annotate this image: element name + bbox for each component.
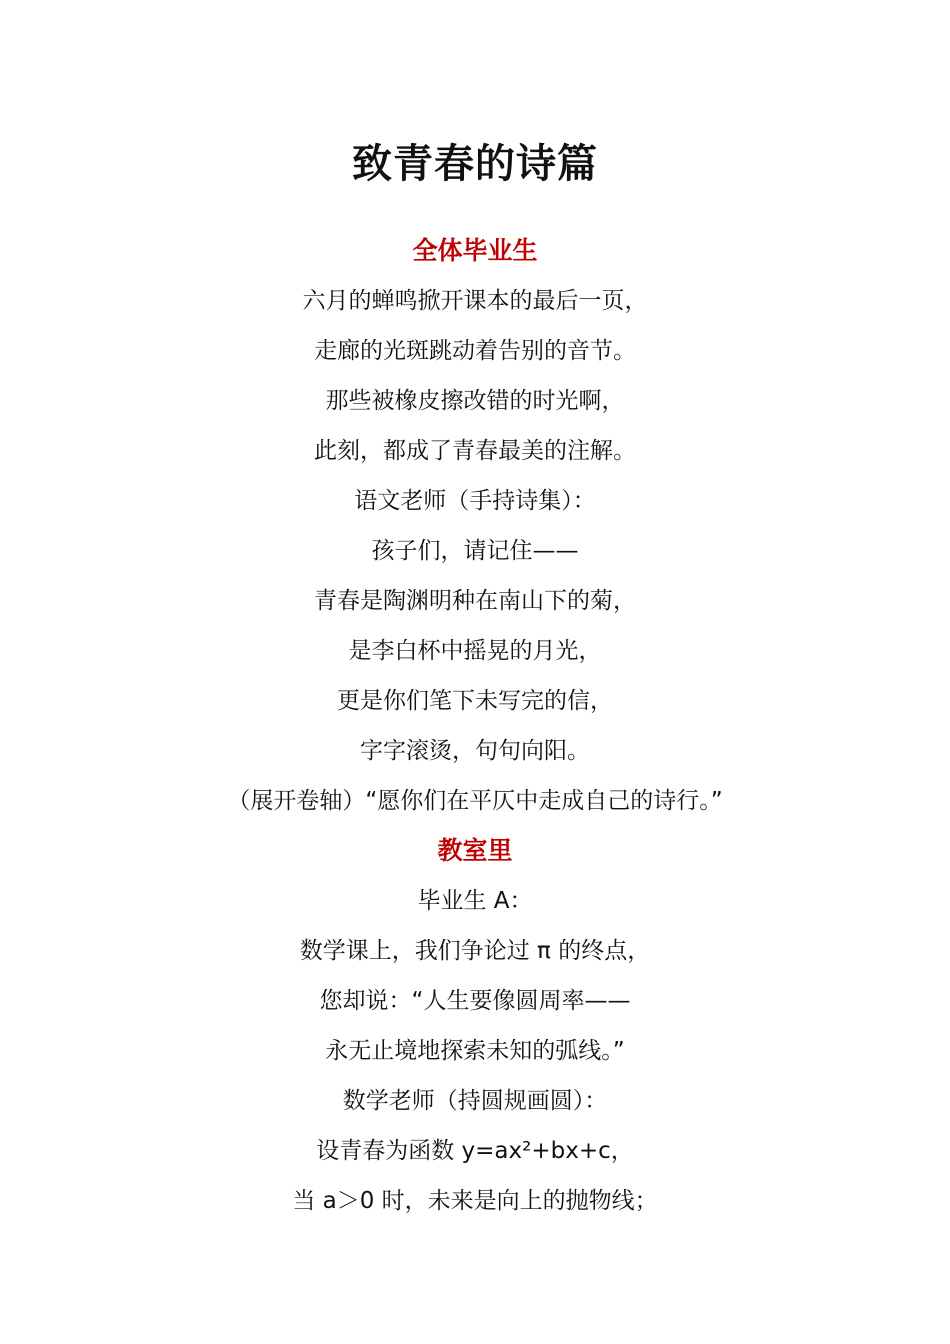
poem-line: 那些被橡皮擦改错的时光啊， bbox=[325, 388, 625, 414]
poem-line: 永无止境地探索未知的弧线。” bbox=[325, 1038, 625, 1064]
poem-line: 走廊的光斑跳动着告别的音节。 bbox=[314, 338, 636, 364]
section-heading: 全体毕业生 bbox=[412, 236, 538, 265]
poem-line: 此刻，都成了青春最美的注解。 bbox=[314, 438, 636, 464]
poem-body bbox=[0, 226, 950, 1226]
document-title: 致青春的诗篇 bbox=[352, 141, 598, 187]
poem-line: 毕业生 A： bbox=[417, 888, 533, 914]
poem-line: 是李白杯中摇晃的月光， bbox=[348, 638, 602, 664]
poem-line: 设青春为函数 y=ax²+bx+c， bbox=[316, 1138, 634, 1164]
poem-line: 数学老师（持圆规画圆）： bbox=[342, 1088, 608, 1114]
poem-line: 孩子们，请记住—— bbox=[371, 538, 579, 564]
poem-line: 当 a＞0 时，未来是向上的抛物线； bbox=[292, 1188, 658, 1214]
poem-line: 青春是陶渊明种在南山下的菊， bbox=[314, 588, 636, 614]
poem-line: 字字滚烫，句句向阳。 bbox=[360, 738, 590, 764]
poem-line: 六月的蝉鸣掀开课本的最后一页， bbox=[302, 288, 648, 314]
poem-line: （展开卷轴）“愿你们在平仄中走成自己的诗行。” bbox=[227, 788, 723, 814]
poem-line: 数学课上，我们争论过 π 的终点， bbox=[299, 938, 651, 964]
section-heading: 教室里 bbox=[437, 836, 513, 865]
poem-line: 更是你们笔下未写完的信， bbox=[337, 688, 613, 714]
poem-line: 语文老师（手持诗集）： bbox=[354, 488, 596, 514]
poem-line: 您却说：“人生要像圆周率—— bbox=[319, 988, 631, 1014]
